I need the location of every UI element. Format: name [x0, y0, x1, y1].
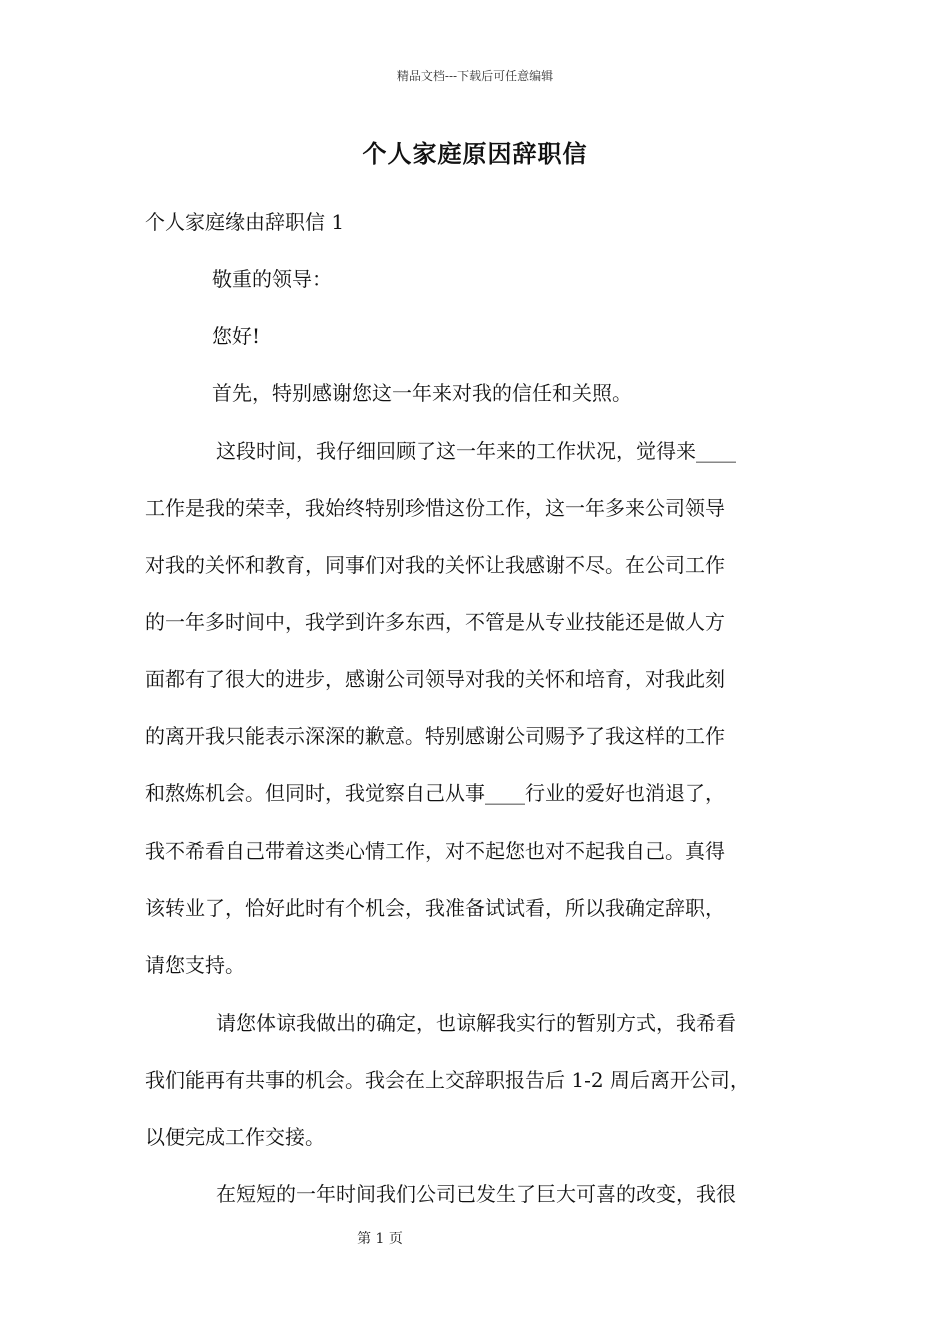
salutation: 敬重的领导：: [212, 267, 332, 291]
body-line: 对我的关怀和教育，同事们对我的关怀让我感谢不尽。在公司工作: [145, 553, 725, 577]
body-line: 面都有了很大的进步，感谢公司领导对我的关怀和培育，对我此刻: [145, 667, 725, 691]
body-line: 在短短的一年时间我们公司已发生了巨大可喜的改变，我很: [216, 1182, 736, 1206]
document-subtitle: 个人家庭缘由辞职信 1: [145, 210, 345, 234]
body-line: 的离开我只能表示深深的歉意。特别感谢公司赐予了我这样的工作: [145, 724, 725, 748]
body-line: 首先，特别感谢您这一年来对我的信任和关照。: [212, 381, 632, 405]
greeting: 您好!: [212, 324, 261, 348]
body-line: 我不希看自己带着这类心情工作，对不起您也对不起我自己。真得: [145, 839, 725, 863]
body-line: 和熬炼机会。但同时，我觉察自己从事____行业的爱好也消退了，: [145, 781, 725, 805]
header-note: 精品文档---下载后可任意编辑: [396, 69, 554, 83]
body-line: 以便完成工作交接。: [145, 1125, 325, 1149]
body-line: 请您体谅我做出的确定，也谅解我实行的暂别方式，我希看: [216, 1011, 736, 1035]
body-line: 的一年多时间中，我学到许多东西，不管是从专业技能还是做人方: [145, 610, 725, 634]
body-line: 请您支持。: [145, 953, 245, 977]
body-line: 这段时间，我仔细回顾了这一年来的工作状况，觉得来____: [216, 439, 736, 463]
body-line: 工作是我的荣幸，我始终特别珍惜这份工作，这一年多来公司领导: [145, 496, 725, 520]
body-line: 我们能再有共事的机会。我会在上交辞职报告后 1-2 周后离开公司，: [145, 1068, 750, 1092]
body-line: 该转业了，恰好此时有个机会，我准备试试看，所以我确定辞职，: [145, 896, 725, 920]
page-number: 第 1 页: [357, 1231, 403, 1247]
document-title: 个人家庭原因辞职信: [362, 139, 588, 168]
